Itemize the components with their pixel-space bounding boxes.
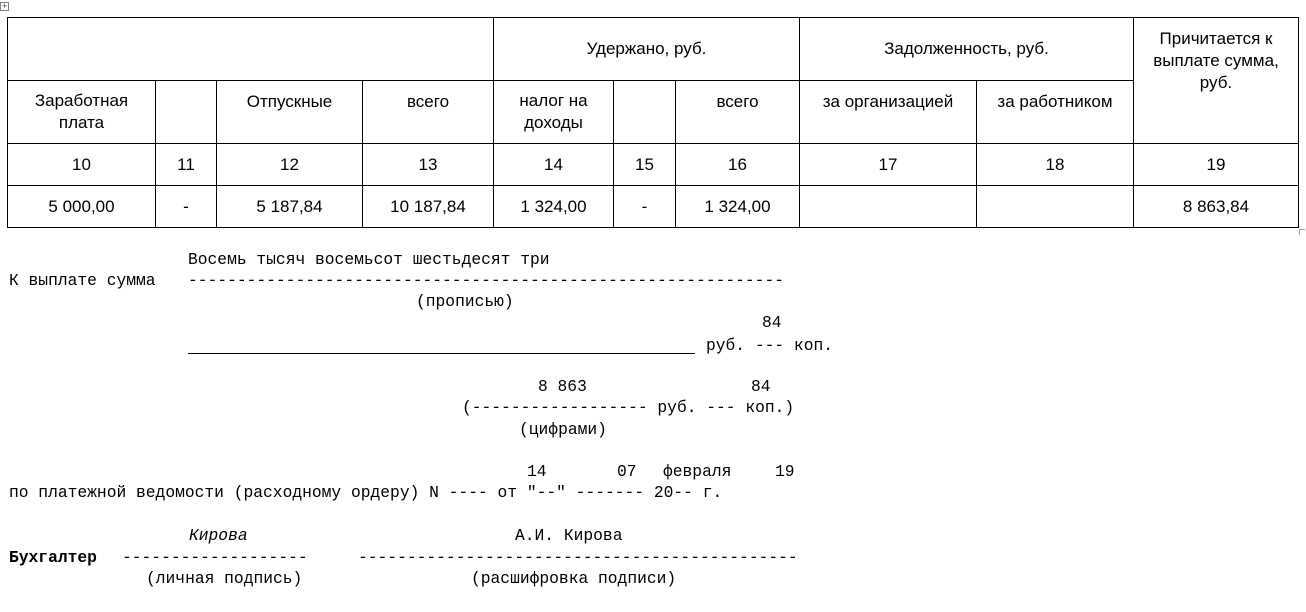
table-column-numbers-row xyxy=(8,144,1299,186)
amount-in-words: Восемь тысяч восемьсот шестьдесят три xyxy=(188,250,550,269)
value-vacation: 5 187,84 xyxy=(217,186,363,228)
signature-dashes: ------------------- xyxy=(122,548,308,567)
signature-text: Кирова xyxy=(189,526,248,545)
header-withheld: Удержано, руб. xyxy=(494,18,800,81)
column-number: 10 xyxy=(8,144,156,186)
amount-digits: 8 863 xyxy=(538,377,587,396)
column-number: 12 xyxy=(217,144,363,186)
subheader-vacation: Отпускные xyxy=(217,81,363,144)
subheader-income-tax: налог на доходы xyxy=(494,81,614,144)
header-payable: Причитается к выплате сумма, руб. xyxy=(1134,18,1299,144)
value-income-tax: 1 324,00 xyxy=(494,186,614,228)
accountant-label: Бухгалтер xyxy=(9,548,97,567)
name-dashes: --------------------------------------------- xyxy=(358,548,798,567)
table-resize-handle-icon[interactable] xyxy=(1299,229,1305,235)
value-debt-employee xyxy=(977,186,1134,228)
order-year: 19 xyxy=(775,462,795,481)
order-month: февраля xyxy=(663,462,732,481)
subheader-salary: Заработная плата xyxy=(8,81,156,144)
table-header-row-1 xyxy=(8,18,1299,81)
value-total-withheld: 1 324,00 xyxy=(676,186,800,228)
order-day: 07 xyxy=(617,462,637,481)
value-total-accrued: 10 187,84 xyxy=(363,186,494,228)
column-number: 13 xyxy=(363,144,494,186)
kopecks-value-1: 84 xyxy=(762,313,782,332)
column-number: 18 xyxy=(977,144,1134,186)
column-number: 15 xyxy=(614,144,676,186)
statement-line: по платежной ведомости (расходному ордеру) N ---- от "--" ------- 20-- г. xyxy=(9,483,723,502)
in-words-caption: (прописью) xyxy=(416,292,514,311)
column-number: 19 xyxy=(1134,144,1299,186)
value-col11: - xyxy=(156,186,217,228)
payroll-table xyxy=(7,17,1299,228)
table-move-handle-icon[interactable]: + xyxy=(1,2,8,10)
digits-line: (------------------ руб. --- коп.) xyxy=(462,398,795,417)
rub-kop-line-1: руб. --- коп. xyxy=(706,336,834,355)
header-blank-cell xyxy=(8,18,494,81)
signature-caption: (личная подпись) xyxy=(146,569,303,588)
subheader-total-accrued: всего xyxy=(363,81,494,144)
column-number: 14 xyxy=(494,144,614,186)
table-header-row-2 xyxy=(8,81,1299,144)
payout-dashes: ------------------------------------------------------------- xyxy=(188,271,784,290)
value-debt-organization xyxy=(800,186,977,228)
order-number: 14 xyxy=(527,462,547,481)
column-number: 11 xyxy=(156,144,217,186)
kopecks-value-2: 84 xyxy=(751,377,771,396)
payout-label: К выплате сумма xyxy=(9,271,156,290)
subheader-col15 xyxy=(614,81,676,144)
subheader-total-withheld: всего xyxy=(676,81,800,144)
value-payable: 8 863,84 xyxy=(1134,186,1299,228)
subheader-debt-employee: за работником xyxy=(977,81,1134,144)
value-salary: 5 000,00 xyxy=(8,186,156,228)
header-debt: Задолженность, руб. xyxy=(800,18,1134,81)
amount-underline xyxy=(188,353,695,354)
column-number: 16 xyxy=(676,144,800,186)
value-col15: - xyxy=(614,186,676,228)
name-caption: (расшифровка подписи) xyxy=(471,569,677,588)
table-values-row xyxy=(8,186,1299,228)
in-digits-caption: (цифрами) xyxy=(519,420,607,439)
column-number: 17 xyxy=(800,144,977,186)
subheader-debt-organization: за организацией xyxy=(800,81,977,144)
subheader-col11 xyxy=(156,81,217,144)
signer-name: А.И. Кирова xyxy=(515,526,623,545)
